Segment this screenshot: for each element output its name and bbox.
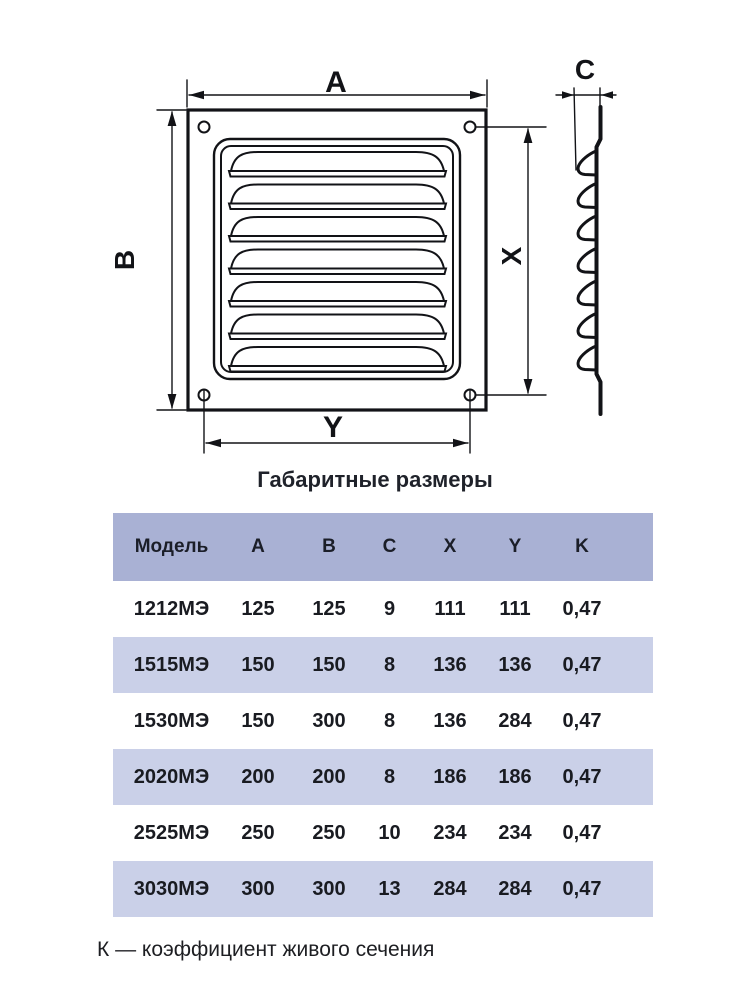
cell-model: 2020МЭ bbox=[133, 765, 210, 788]
cell-a: 250 bbox=[241, 821, 275, 844]
cell-y: 284 bbox=[498, 877, 532, 900]
cell-a: 125 bbox=[241, 597, 275, 620]
cell-y: 136 bbox=[498, 653, 532, 676]
column-header-y: Y bbox=[508, 536, 522, 557]
cell-x: 186 bbox=[433, 765, 467, 788]
cell-b: 200 bbox=[312, 765, 346, 788]
cell-k: 0,47 bbox=[562, 709, 602, 732]
dim-label-x: X bbox=[496, 246, 527, 266]
louver-profile bbox=[578, 314, 596, 338]
cell-c: 8 bbox=[383, 653, 396, 676]
cell-b: 300 bbox=[312, 877, 346, 900]
table-row bbox=[113, 581, 653, 637]
louver-profile bbox=[578, 184, 596, 208]
cell-c: 8 bbox=[383, 709, 396, 732]
table-row bbox=[113, 693, 653, 749]
column-header-k: K bbox=[575, 536, 589, 557]
cell-c: 13 bbox=[378, 877, 401, 900]
grille-front-view bbox=[188, 110, 486, 410]
cell-b: 125 bbox=[312, 597, 346, 620]
louver-slats bbox=[229, 152, 446, 372]
cell-k: 0,47 bbox=[562, 597, 602, 620]
dim-label-b: B bbox=[109, 249, 140, 271]
cell-x: 111 bbox=[434, 597, 466, 620]
side-louver-scallops bbox=[578, 151, 596, 370]
cell-c: 8 bbox=[383, 765, 396, 788]
column-header-model: Модель bbox=[134, 536, 209, 557]
louver-profile bbox=[578, 216, 596, 240]
cell-k: 0,47 bbox=[562, 877, 602, 900]
louver-slat bbox=[231, 217, 444, 236]
louver-profile bbox=[578, 249, 596, 273]
cell-a: 150 bbox=[241, 709, 275, 732]
table-row bbox=[113, 637, 653, 693]
cell-y: 284 bbox=[498, 709, 532, 732]
cell-x: 136 bbox=[433, 709, 467, 732]
cell-b: 300 bbox=[312, 709, 346, 732]
cell-x: 284 bbox=[433, 877, 467, 900]
cell-model: 1530МЭ bbox=[133, 709, 210, 732]
dim-label-c: C bbox=[574, 54, 596, 85]
cell-c: 9 bbox=[383, 597, 396, 620]
louver-profile bbox=[578, 346, 596, 370]
cell-model: 1212МЭ bbox=[133, 597, 210, 620]
table-footnote: К — коэффициент живого сечения bbox=[97, 938, 435, 961]
louver-slat bbox=[231, 315, 444, 334]
cell-k: 0,47 bbox=[562, 821, 602, 844]
cell-k: 0,47 bbox=[562, 765, 602, 788]
cell-a: 300 bbox=[241, 877, 275, 900]
cell-k: 0,47 bbox=[562, 653, 602, 676]
louver-slat bbox=[231, 347, 444, 366]
column-header-c: C bbox=[382, 536, 397, 557]
cell-model: 1515МЭ bbox=[133, 653, 210, 676]
dim-label-a: A bbox=[325, 66, 347, 99]
cell-x: 136 bbox=[433, 653, 467, 676]
table-row bbox=[113, 861, 653, 917]
louver-slat bbox=[231, 185, 444, 204]
cell-y: 234 bbox=[498, 821, 532, 844]
cell-y: 186 bbox=[498, 765, 532, 788]
cell-b: 250 bbox=[312, 821, 346, 844]
table-row bbox=[113, 749, 653, 805]
screw-hole bbox=[465, 122, 476, 133]
cell-model: 3030МЭ bbox=[133, 877, 210, 900]
louver-slat bbox=[231, 250, 444, 269]
cell-b: 150 bbox=[312, 653, 346, 676]
cell-model: 2525МЭ bbox=[133, 821, 210, 844]
cell-x: 234 bbox=[433, 821, 467, 844]
louver-slat bbox=[231, 152, 444, 171]
table-row bbox=[113, 805, 653, 861]
cell-a: 200 bbox=[241, 765, 275, 788]
cell-a: 150 bbox=[241, 653, 275, 676]
dim-label-y: Y bbox=[322, 411, 344, 444]
louver-profile bbox=[578, 151, 596, 175]
cell-c: 10 bbox=[378, 821, 401, 844]
column-header-x: X bbox=[443, 536, 457, 557]
dimensions-table bbox=[113, 513, 653, 917]
screw-hole bbox=[199, 122, 210, 133]
louver-profile bbox=[578, 281, 596, 305]
cell-y: 111 bbox=[499, 597, 531, 620]
table-header-row bbox=[113, 513, 653, 581]
side-plate-profile bbox=[597, 107, 601, 414]
column-header-b: B bbox=[322, 536, 336, 557]
grille-side-view bbox=[578, 107, 600, 414]
drawing-caption: Габаритные размеры bbox=[257, 467, 493, 492]
louver-slat bbox=[231, 282, 444, 301]
column-header-a: A bbox=[251, 536, 265, 557]
